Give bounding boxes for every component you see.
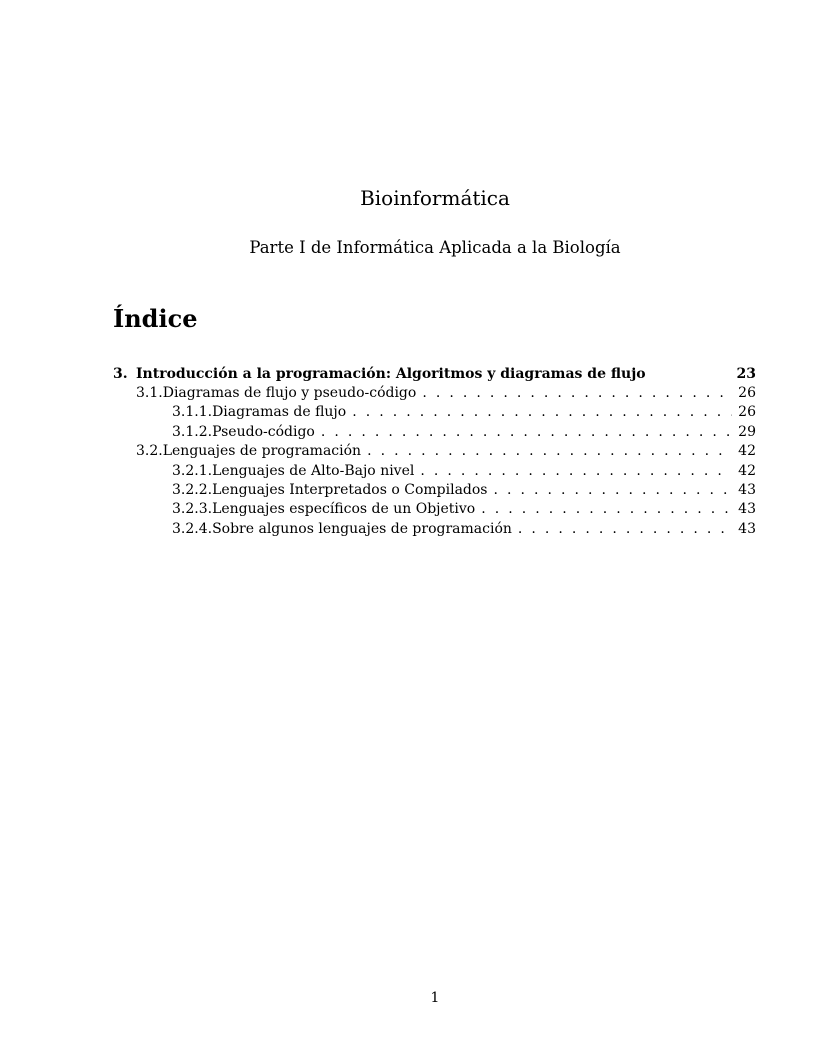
document-subtitle: Parte I de Informática Aplicada a la Biología	[249, 238, 621, 257]
toc-entry-page: 42	[738, 462, 756, 479]
toc-entry-number: 3.1.2.	[172, 423, 213, 440]
toc-leader-dots	[518, 520, 732, 539]
toc-entry-page: 26	[738, 385, 756, 401]
toc-entry-label: Lenguajes específicos de un Objetivo	[212, 501, 476, 518]
toc-entry-label: Lenguajes Interpretados o Compilados	[212, 481, 488, 498]
toc-entry-page: 23	[736, 366, 756, 382]
toc-entry-page: 43	[738, 501, 756, 518]
toc-entry-3-2-4[interactable]	[113, 520, 756, 539]
toc-entry-3-1-2[interactable]	[113, 423, 756, 442]
toc-leader-dots	[481, 500, 732, 519]
toc-entry-3-2-3[interactable]	[113, 500, 756, 519]
toc-entry-3-2-2[interactable]	[113, 481, 756, 500]
toc-leader-dots	[422, 384, 732, 403]
toc-leader-dots	[420, 462, 732, 481]
toc-entry-number: 3.1.	[136, 385, 163, 401]
table-of-contents	[113, 364, 756, 539]
toc-entry-page: 26	[738, 404, 756, 421]
toc-entry-chapter-3[interactable]	[113, 364, 756, 384]
toc-entry-number: 3.2.2.	[172, 481, 213, 498]
toc-entry-3-2[interactable]	[113, 442, 756, 461]
toc-entry-page: 43	[738, 481, 756, 498]
toc-entry-3-2-1[interactable]	[113, 462, 756, 481]
toc-entry-number: 3.2.3.	[172, 501, 213, 518]
toc-entry-3-1[interactable]	[113, 384, 756, 403]
document-title: Bioinformática	[360, 186, 510, 210]
page-number: 1	[430, 990, 440, 1006]
toc-entry-number: 3.2.	[136, 443, 163, 460]
toc-entry-label: Pseudo-código	[212, 423, 315, 440]
toc-entry-label: Lenguajes de Alto-Bajo nivel	[212, 462, 415, 479]
toc-entry-label: Lenguajes de programación	[162, 443, 362, 460]
toc-entry-label: Diagramas de flujo y pseudo-código	[162, 385, 417, 401]
toc-leader-dots	[493, 481, 732, 500]
toc-entry-label: Diagramas de flujo	[212, 404, 347, 421]
toc-entry-number: 3.2.4.	[172, 520, 213, 537]
toc-entry-label: Introducción a la programación: Algoritmos y diagramas de flujo	[136, 366, 646, 382]
index-heading: Índice	[113, 304, 198, 333]
toc-entry-label: Sobre algunos lenguajes de programación	[212, 520, 512, 537]
toc-leader-dots	[321, 423, 732, 442]
toc-leader-dots	[367, 442, 732, 461]
toc-leader-dots	[352, 403, 732, 422]
toc-entry-number: 3.	[113, 366, 128, 382]
toc-entry-number: 3.1.1.	[172, 404, 213, 421]
toc-entry-page: 29	[738, 423, 756, 440]
toc-entry-number: 3.2.1.	[172, 462, 213, 479]
toc-entry-page: 42	[738, 443, 756, 460]
toc-entry-3-1-1[interactable]	[113, 403, 756, 422]
toc-entry-page: 43	[738, 520, 756, 537]
